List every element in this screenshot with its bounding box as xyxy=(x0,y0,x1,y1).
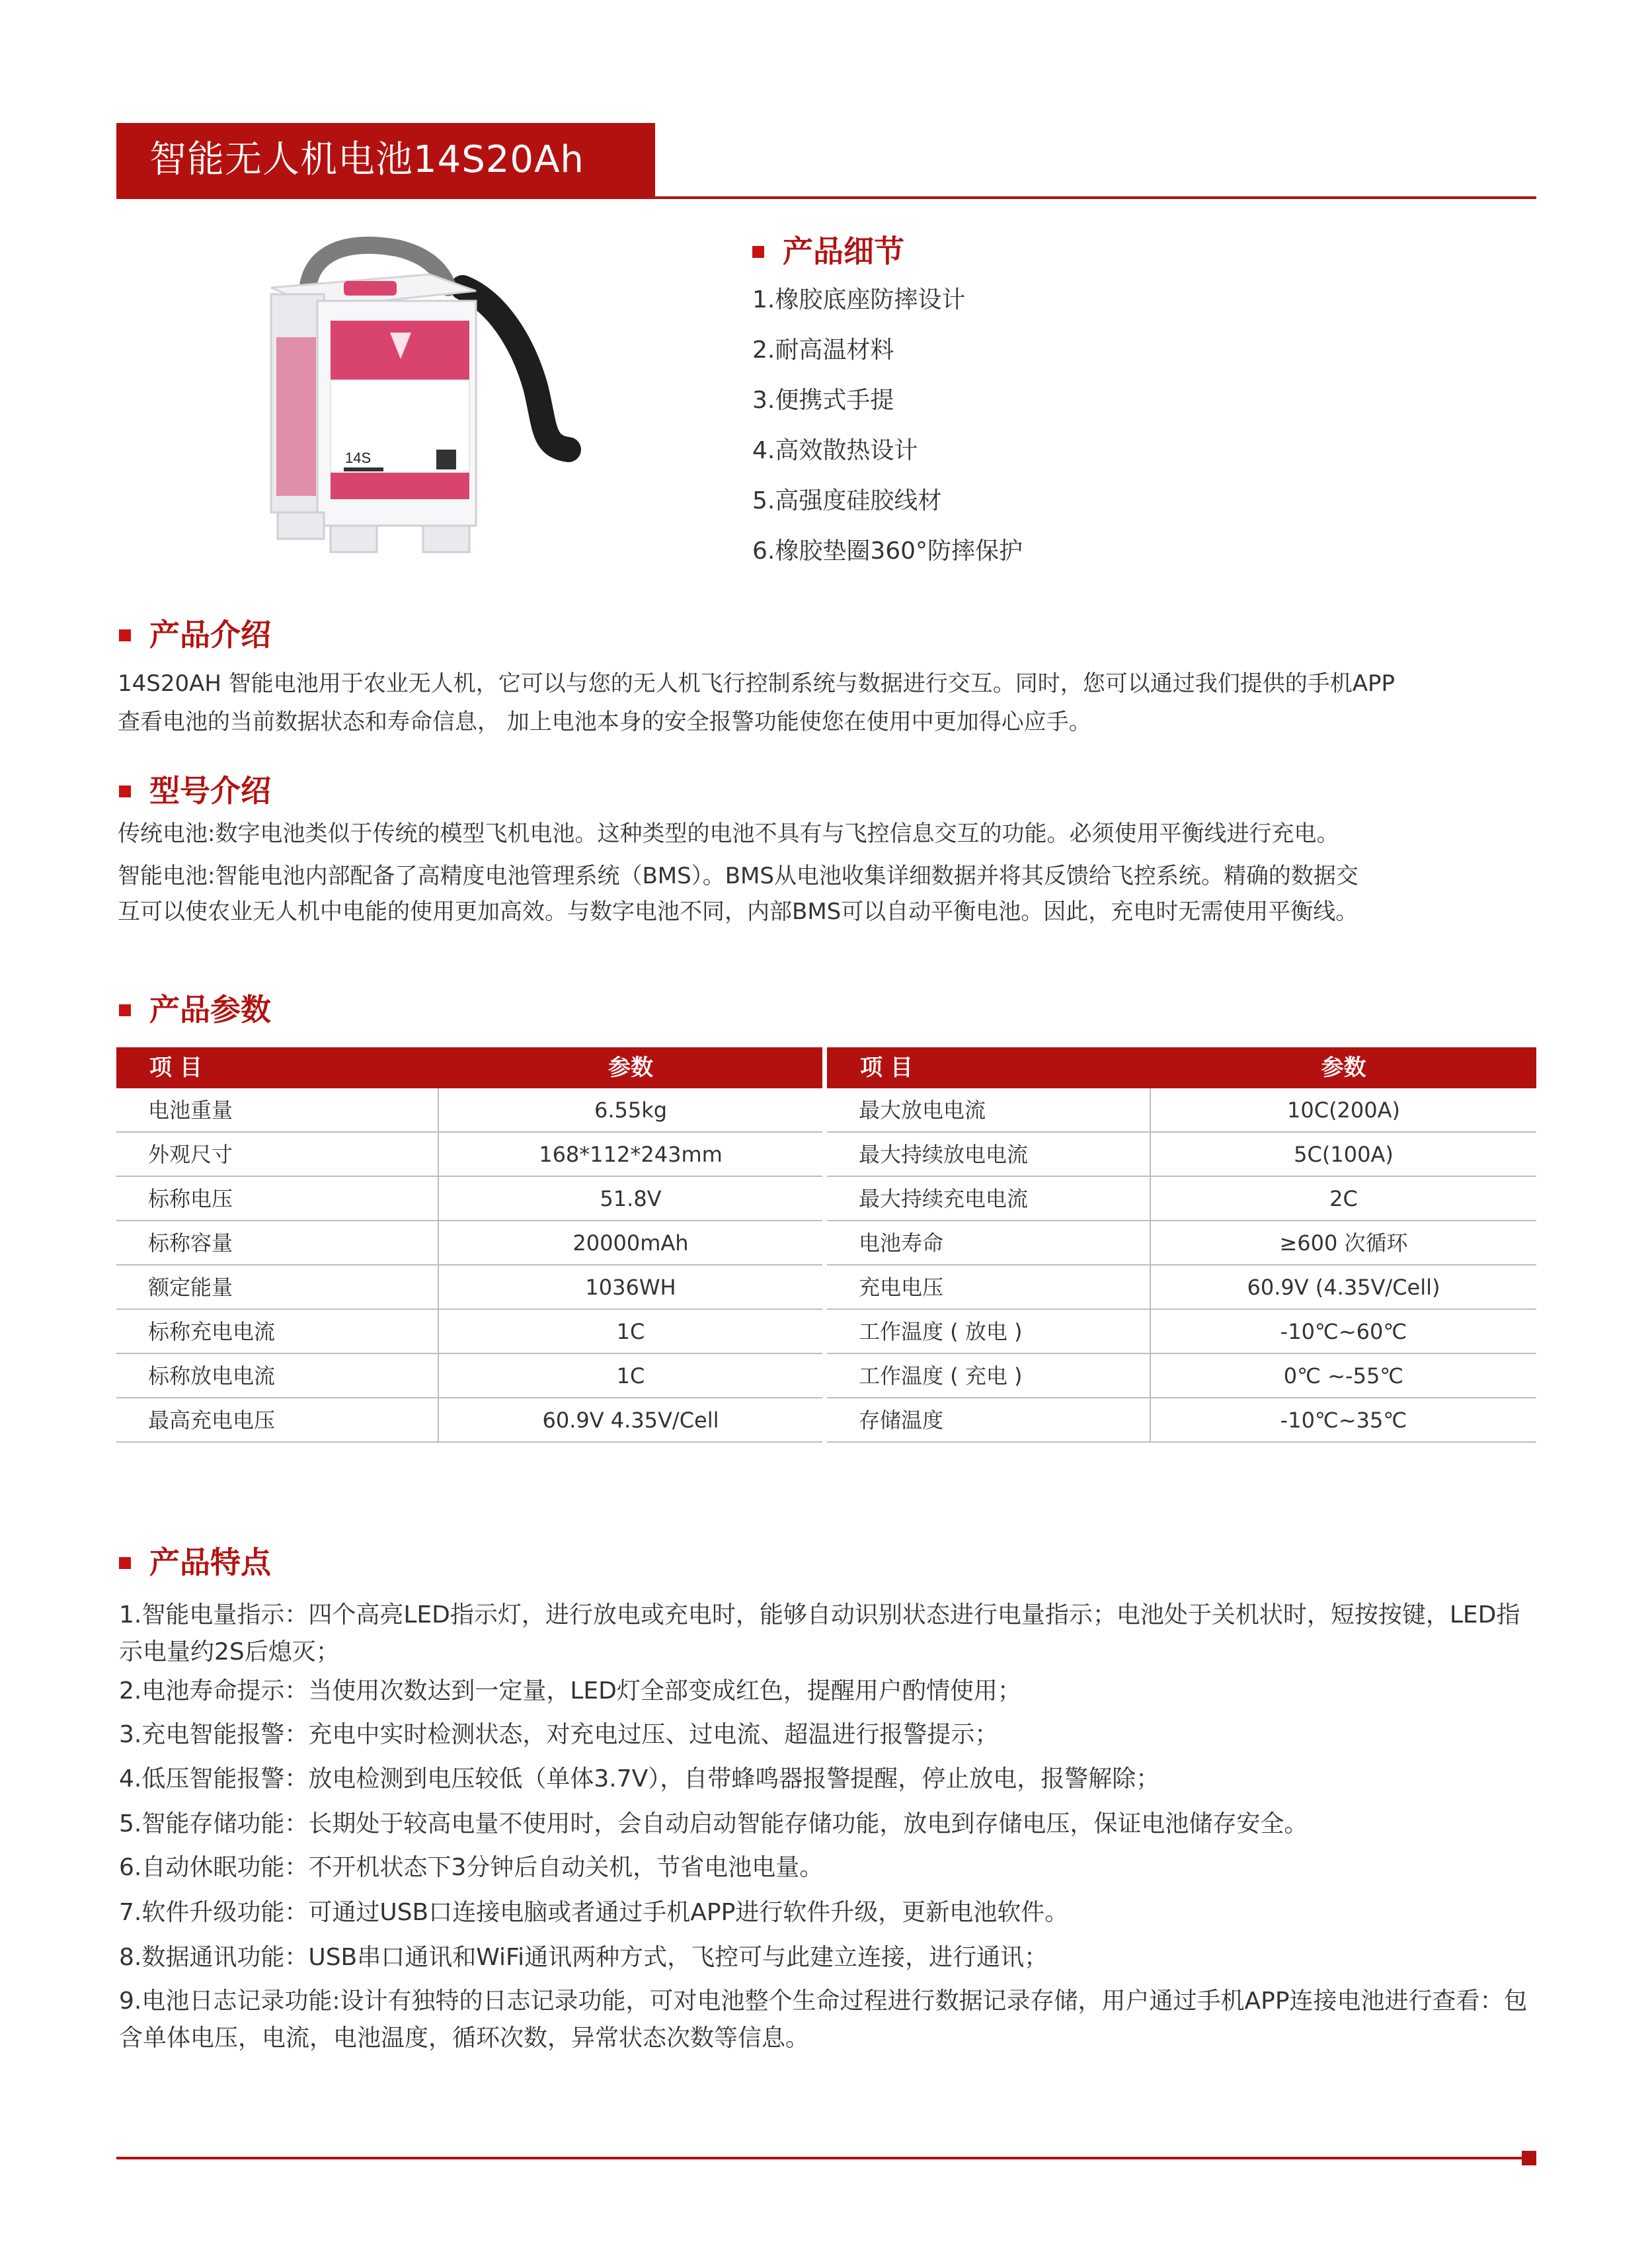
param-name: 电池寿命 xyxy=(859,1230,944,1256)
params-title: 产品参数 xyxy=(149,992,271,1027)
detail-item: 4.高效散热设计 xyxy=(752,437,918,464)
table-row xyxy=(827,1398,1536,1443)
feature-item: 7.软件升级功能：可通过USB口连接电脑或者通过手机APP进行软件升级，更新电池软件。 xyxy=(119,1899,1069,1926)
detail-item: 5.高强度硅胶线材 xyxy=(752,487,942,514)
page-title: 智能无人机电池14S20Ah xyxy=(149,138,584,181)
feature-item: 4.低压智能报警：放电检测到电压较低（单体3.7V），自带蜂鸣器报警提醒，停止放电，报警解除； xyxy=(119,1765,1160,1792)
param-value: 0℃ ~-55℃ xyxy=(1283,1363,1404,1388)
table-row xyxy=(827,1088,1536,1133)
features-title: 产品特点 xyxy=(149,1545,271,1580)
features-bullet-icon xyxy=(119,1557,131,1569)
param-name: 标称容量 xyxy=(148,1230,233,1256)
param-value: -10℃~35℃ xyxy=(1280,1408,1407,1433)
left-header-value: 参数 xyxy=(608,1055,653,1081)
right-table-header xyxy=(827,1047,1536,1088)
left-header-item: 项 目 xyxy=(149,1055,202,1081)
table-row xyxy=(116,1354,822,1398)
intro-line: 14S20AH 智能电池用于农业无人机，它可以与您的无人机飞行控制系统与数据进行交互。同时，您可以通过我们提供的手机APP xyxy=(118,670,1396,697)
detail-item: 1.橡胶底座防摔设计 xyxy=(752,286,966,313)
feature-item: 6.自动休眠功能：不开机状态下3分钟后自动关机，节省电池电量。 xyxy=(119,1854,824,1881)
param-name: 标称电压 xyxy=(148,1186,233,1211)
param-value: 60.9V (4.35V/Cell) xyxy=(1247,1275,1440,1300)
models-line: 智能电池:智能电池内部配备了高精度电池管理系统（BMS）。BMS从电池收集详细数据并将其反馈给飞控系统。精确的数据交 xyxy=(118,863,1358,889)
details-title: 产品细节 xyxy=(783,233,904,269)
param-name: 电池重量 xyxy=(148,1098,233,1123)
param-value: ≥600 次循环 xyxy=(1279,1230,1408,1256)
details-bullet-icon xyxy=(752,246,764,258)
param-name: 充电电压 xyxy=(859,1275,944,1300)
param-name: 存储温度 xyxy=(859,1408,944,1433)
right-header-item: 项 目 xyxy=(860,1055,913,1081)
param-name: 工作温度 ( 充电 ) xyxy=(859,1363,1023,1388)
param-value: 168*112*243mm xyxy=(539,1142,723,1167)
param-value: 1036WH xyxy=(585,1275,676,1300)
strap-shape xyxy=(463,288,569,450)
table-row xyxy=(116,1221,822,1266)
intro-bullet-icon xyxy=(119,629,131,641)
param-value: -10℃~60℃ xyxy=(1280,1319,1407,1344)
feature-item: 3.充电智能报警：充电中实时检测状态，对充电过压、过电流、超温进行报警提示； xyxy=(119,1721,999,1748)
param-name: 额定能量 xyxy=(148,1275,233,1300)
models-bullet-icon xyxy=(119,785,131,797)
intro-line: 查看电池的当前数据状态和寿命信息， 加上电池本身的安全报警功能使您在使用中更加得心应手。 xyxy=(118,709,1091,735)
feature-item: 9.电池日志记录功能:设计有独特的日志记录功能，可对电池整个生命过程进行数据记录存储，用户通过手机APP连接电池进行查看：包含单体电压，电流，电池温度，循环次数，异常状态次数等信息。 xyxy=(119,1988,1528,2052)
table-row xyxy=(827,1266,1536,1310)
table-row xyxy=(116,1177,822,1221)
right-header-value: 参数 xyxy=(1321,1055,1366,1081)
feature-item: 2.电池寿命提示：当使用次数达到一定量，LED灯全部变成红色，提醒用户酌情使用； xyxy=(119,1677,1021,1705)
param-value: 6.55kg xyxy=(594,1098,668,1123)
table-row xyxy=(827,1177,1536,1221)
footer-marker xyxy=(1522,2151,1536,2165)
table-row xyxy=(827,1310,1536,1354)
detail-item: 2.耐高温材料 xyxy=(752,337,894,364)
models-title: 型号介绍 xyxy=(149,773,271,809)
table-row xyxy=(116,1088,822,1133)
footer-rule xyxy=(116,2157,1527,2159)
models-line: 传统电池:数字电池类似于传统的模型飞机电池。这种类型的电池不具有与飞控信息交互的功能。必须使用平衡线进行充电。 xyxy=(118,821,1339,847)
param-name: 最大持续放电电流 xyxy=(859,1142,1029,1167)
battery-product-photo xyxy=(238,228,608,572)
models-line: 互可以使农业无人机中电能的使用更加高效。与数字电池不同，内部BMS可以自动平衡电池。因此，充电时无需使用平衡线。 xyxy=(118,899,1358,925)
detail-item: 6.橡胶垫圈360°防摔保护 xyxy=(752,538,1023,565)
table-row xyxy=(116,1133,822,1177)
param-value: 60.9V 4.35V/Cell xyxy=(542,1408,719,1433)
table-row xyxy=(827,1221,1536,1266)
detail-item: 3.便携式手提 xyxy=(752,387,894,414)
feature-item: 5.智能存储功能：长期处于较高电量不使用时，会自动启动智能存储功能，放电到存储电压，保证电池储存安全。 xyxy=(119,1810,1308,1837)
battery-label-text: 14S xyxy=(345,450,372,466)
param-value: 1C xyxy=(616,1363,645,1388)
param-name: 标称放电电流 xyxy=(148,1363,276,1388)
param-name: 最高充电电压 xyxy=(148,1408,276,1433)
table-row xyxy=(827,1354,1536,1398)
feature-item: 8.数据通讯功能：USB串口通讯和WiFi通讯两种方式，飞控可与此建立连接，进行通讯； xyxy=(119,1944,1048,1971)
left-table-header xyxy=(116,1047,822,1088)
param-value: 2C xyxy=(1329,1186,1358,1211)
table-row xyxy=(116,1398,822,1443)
params-bullet-icon xyxy=(119,1004,131,1016)
header-rule xyxy=(116,196,1536,199)
param-name: 工作温度 ( 放电 ) xyxy=(859,1319,1023,1344)
table-row xyxy=(116,1310,822,1354)
param-value: 1C xyxy=(616,1319,645,1344)
param-name: 外观尺寸 xyxy=(148,1142,233,1167)
param-value: 20000mAh xyxy=(572,1230,689,1256)
param-name: 最大持续充电电流 xyxy=(859,1186,1029,1211)
table-row xyxy=(116,1266,822,1310)
param-name: 最大放电电流 xyxy=(859,1098,986,1123)
intro-title: 产品介绍 xyxy=(149,617,271,653)
param-value: 51.8V xyxy=(600,1186,662,1211)
param-name: 标称充电电流 xyxy=(148,1319,276,1344)
param-value: 10C(200A) xyxy=(1287,1098,1400,1123)
table-row xyxy=(827,1133,1536,1177)
param-value: 5C(100A) xyxy=(1294,1142,1394,1167)
feature-item: 1.智能电量指示：四个高亮LED指示灯，进行放电或充电时，能够自动识别状态进行电量指示；电池处于关机状时，短按按键，LED指示电量约2S后熄灭； xyxy=(119,1601,1520,1666)
